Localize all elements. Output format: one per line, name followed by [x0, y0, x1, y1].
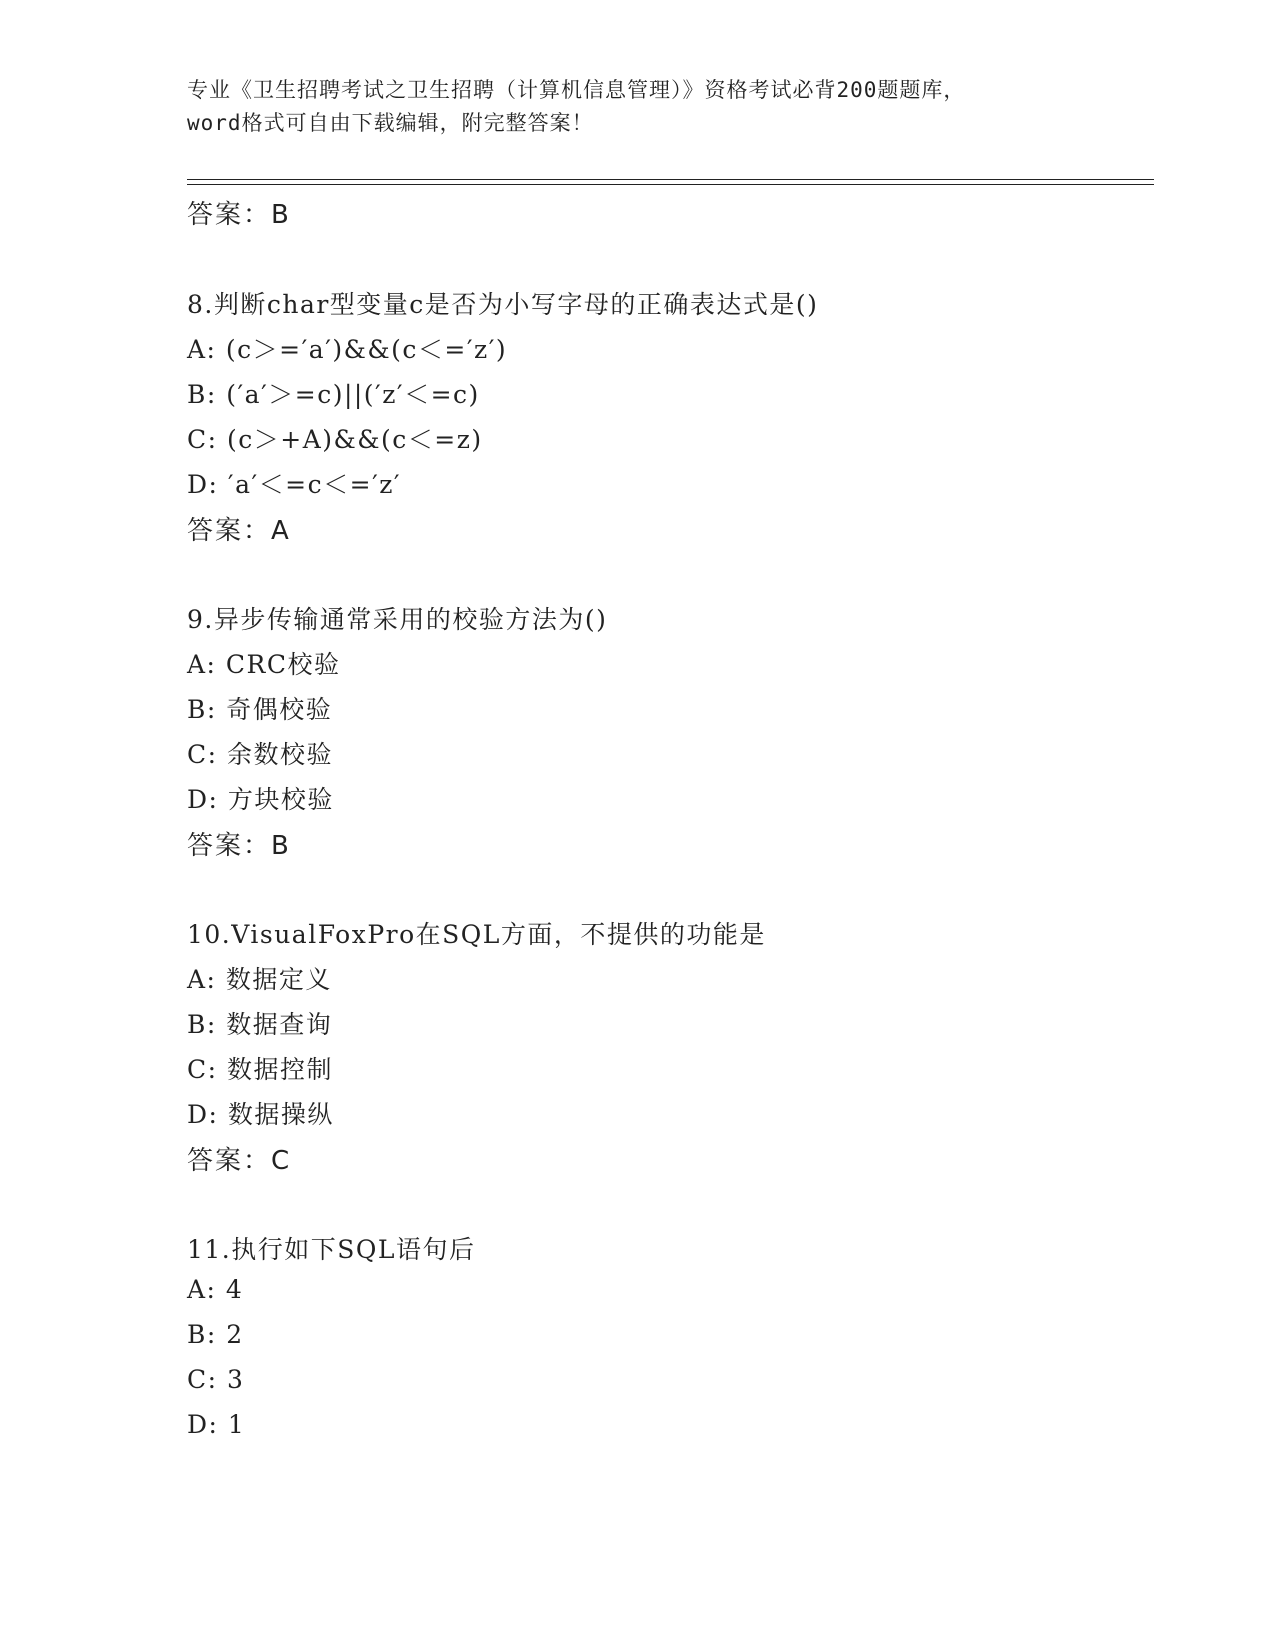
question-11-option-d: D: 1: [187, 1410, 246, 1439]
question-9-option-c: C: 余数校验: [187, 740, 333, 769]
question-10-option-b: B: 数据查询: [187, 1010, 333, 1039]
question-8-option-a: A: (c＞=′a′)&&(c＜=′z′): [187, 335, 508, 364]
question-9-option-d: D: 方块校验: [187, 785, 334, 814]
header-divider-top: [187, 179, 1154, 180]
document-header: [187, 74, 1087, 140]
question-10-answer: 答案：C: [187, 1146, 292, 1176]
question-10-option-c: C: 数据控制: [187, 1055, 333, 1084]
header-divider-bottom: [187, 184, 1154, 185]
question-8-option-b: B: (′a′＞=c)||(′z′＜=c): [187, 380, 480, 409]
header-line-2: word格式可自由下载编辑，附完整答案！: [187, 111, 594, 135]
question-9-option-a: A: CRC校验: [187, 650, 341, 679]
question-10-option-a: A: 数据定义: [187, 965, 332, 994]
question-9-text: 9.异步传输通常采用的校验方法为(): [187, 605, 608, 634]
question-11-option-a: A: 4: [187, 1275, 244, 1304]
question-10-text: 10.VisualFoxPro在SQL方面，不提供的功能是: [187, 920, 766, 949]
question-8-option-d: D: ′a′＜=c＜=′z′: [187, 470, 402, 499]
answer-previous: 答案：B: [187, 200, 291, 230]
header-line-1: 专业《卫生招聘考试之卫生招聘（计算机信息管理）》资格考试必背200题题库，: [187, 78, 966, 102]
question-11-option-c: C: 3: [187, 1365, 245, 1394]
question-8-answer: 答案：A: [187, 516, 291, 546]
question-11-option-b: B: 2: [187, 1320, 244, 1349]
question-8-option-c: C: (c＞+A)&&(c＜=z): [187, 425, 483, 454]
question-11-text: 11.执行如下SQL语句后: [187, 1235, 476, 1264]
question-9-answer: 答案：B: [187, 831, 291, 861]
question-10-option-d: D: 数据操纵: [187, 1100, 334, 1129]
question-9-option-b: B: 奇偶校验: [187, 695, 333, 724]
question-8-text: 8.判断char型变量c是否为小写字母的正确表达式是(): [187, 290, 819, 319]
